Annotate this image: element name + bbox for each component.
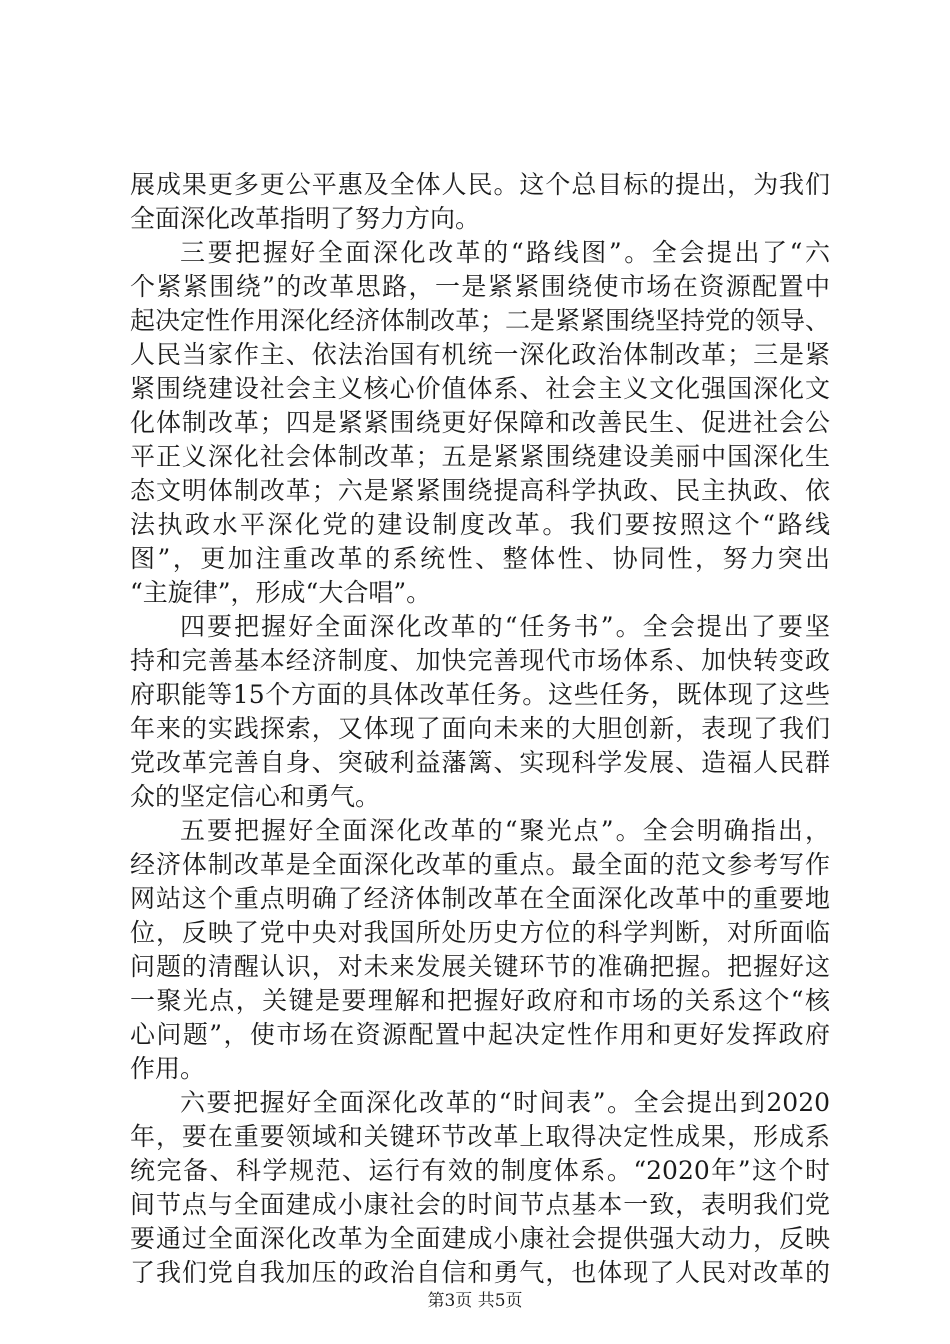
- paragraph: [130, 814, 830, 1086]
- text-line: 作用。: [130, 1054, 206, 1083]
- text-line: 态文明体制改革；六是紧紧围绕提高科学执政、民主执政、依: [130, 476, 830, 505]
- text-line: “主旋律”，形成“大合唱”。: [130, 578, 432, 607]
- page-footer: 第3页 共5页: [427, 1291, 523, 1311]
- text-line: 经济体制改革是全面深化改革的重点。最全面的范文参考写作: [130, 850, 830, 879]
- text-line: 位，反映了党中央对我国所处历史方位的科学判断，对所面临: [130, 918, 830, 947]
- paragraph: [130, 1086, 830, 1290]
- text-line: 起决定性作用深化经济体制改革；二是紧紧围绕坚持党的领导、: [130, 306, 831, 335]
- text-line: 四要把握好全面深化改革的“任务书”。全会提出了要坚: [180, 612, 830, 641]
- text-line: 间节点与全面建成小康社会的时间节点基本一致，表明我们党: [130, 1190, 830, 1219]
- text-line: 平正义深化社会体制改革；五是紧紧围绕建设美丽中国深化生: [130, 442, 830, 471]
- text-line: 府职能等15个方面的具体改革任务。这些任务，既体现了这些: [130, 680, 830, 709]
- text-line: 心问题”，使市场在资源配置中起决定性作用和更好发挥政府: [130, 1020, 830, 1049]
- text-line: 党改革完善自身、突破利益藩篱、实现科学发展、造福人民群: [130, 748, 830, 777]
- text-line: 众的坚定信心和勇气。: [130, 782, 381, 811]
- document-body: [130, 168, 830, 1290]
- text-line: 五要把握好全面深化改革的“聚光点”。全会明确指出，: [180, 816, 830, 845]
- text-line: 展成果更多更公平惠及全体人民。这个总目标的提出，为我们: [130, 170, 830, 199]
- text-line: 图”，更加注重改革的系统性、整体性、协同性，努力突出: [130, 544, 830, 573]
- paragraph: [130, 168, 830, 236]
- text-line: 法执政水平深化党的建设制度改革。我们要按照这个“路线: [130, 510, 830, 539]
- text-line: 年，要在重要领域和关键环节改革上取得决定性成果，形成系: [130, 1122, 830, 1151]
- text-line: 一聚光点，关键是要理解和把握好政府和市场的关系这个“核: [130, 986, 830, 1015]
- text-line: 了我们党自我加压的政治自信和勇气，也体现了人民对改革的: [130, 1258, 830, 1287]
- text-line: 持和完善基本经济制度、加快完善现代市场体系、加快转变政: [130, 646, 830, 675]
- text-line: 全面深化改革指明了努力方向。: [130, 204, 481, 233]
- text-line: 问题的清醒认识，对未来发展关键环节的准确把握。把握好这: [130, 952, 830, 981]
- text-line: 化体制改革；四是紧紧围绕更好保障和改善民生、促进社会公: [130, 408, 830, 437]
- text-line: 年来的实践探索，又体现了面向未来的大胆创新，表现了我们: [130, 714, 830, 743]
- text-line: 紧围绕建设社会主义核心价值体系、社会主义文化强国深化文: [130, 374, 830, 403]
- text-line: 三要把握好全面深化改革的“路线图”。全会提出了“六: [180, 238, 830, 267]
- paragraph: [130, 610, 830, 814]
- text-line: 要通过全面深化改革为全面建成小康社会提供强大动力，反映: [130, 1224, 830, 1253]
- text-line: 个紧紧围绕”的改革思路，一是紧紧围绕使市场在资源配置中: [130, 272, 830, 301]
- text-line: 统完备、科学规范、运行有效的制度体系。“2020年”这个时: [130, 1156, 830, 1185]
- text-line: 六要把握好全面深化改革的“时间表”。全会提出到2020: [180, 1088, 830, 1117]
- paragraph: [130, 236, 830, 610]
- text-line: 人民当家作主、依法治国有机统一深化政治体制改革；三是紧: [130, 340, 830, 369]
- text-line: 网站这个重点明确了经济体制改革在全面深化改革中的重要地: [130, 884, 830, 913]
